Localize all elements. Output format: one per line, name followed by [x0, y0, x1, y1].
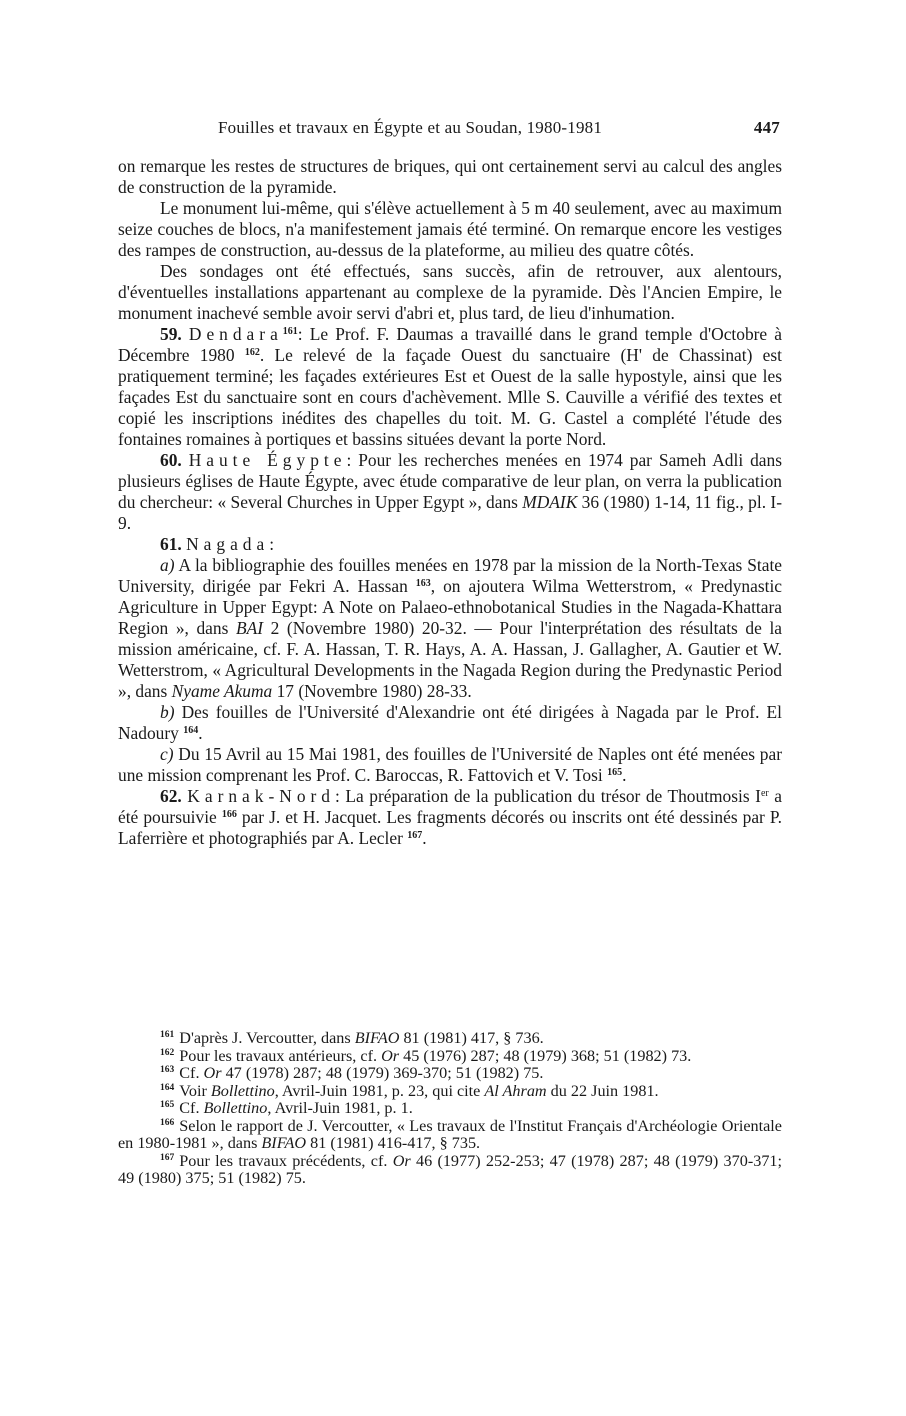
footnote-ref[interactable]: 166	[221, 809, 237, 820]
section-61: 61. Nagada:	[160, 534, 275, 554]
footnote-ref[interactable]: 163	[415, 578, 431, 589]
footnote: $^{163}$ Cf. Or 47 (1978) 287; 48 (1979) 369-370; 51 (1982) 75.	[160, 1064, 544, 1082]
journal-title: MDAIK	[522, 492, 578, 512]
footnote: $^{162}$ Pour les travaux antérieurs, cf. Or 45 (1976) 287; 48 (1979) 368; 51 (1982) 73.	[160, 1046, 692, 1065]
footnote-ref[interactable]: 161	[282, 326, 298, 337]
footnote-number: 164	[160, 1082, 175, 1093]
footnote-number: 165	[160, 1100, 175, 1110]
paragraph: Le monument lui-même, qui s'élève actuellement à 5 m 40 seulement, avec au maximum seize couches de blocs, n'a manifestement jamais été terminé. On remarque encore les vestiges des rampes de construction, au-dessus de la plateforme, au milieu des quatre côtés.	[118, 198, 782, 260]
section-number: 59.	[160, 324, 182, 344]
item-label: b)	[160, 702, 175, 722]
section-title: Karnak-Nord	[187, 786, 336, 806]
running-header	[118, 118, 780, 140]
footnote-number: 162	[160, 1047, 175, 1058]
footnote: $^{165}$ Cf. Bollettino, Avril-Juin 1981, p. 1.	[160, 1099, 413, 1117]
footnote: $^{167}$ Pour les travaux précédents, cf. Or 46 (1977) 252-253; 47 (1978) 287; 48 (1979) 370-371; 49 (1980) 375; 51 (1982) 75.	[118, 1151, 782, 1187]
footnote-number: 166	[160, 1117, 175, 1128]
section-title: Dendara	[188, 324, 283, 344]
section-59: 59. Dendara$^{161}$: Le Prof. F. Daumas a travaillé dans le grand temple d'Octobre à Décembre 1980 $^{162}$. Le relevé de la façade Ouest du sanctuaire (H' de Chassinat) est pratiquement terminé; les façades extérieures Est et Ouest de la salle hypostyle, ainsi que les façades Est du sanctuaire sont en cours d'achèvement. Mlle S. Cauville a vérifié des textes et copié les inscriptions inédites des chapelles du toit. M. G. Castel a complété l'étude des fontaines romaines à portiques et bassins situées devant la porte Nord.	[118, 324, 783, 449]
running-title: Fouilles et travaux en Égypte et au Soudan, 1980-1981	[218, 118, 603, 137]
item-label: a)	[160, 555, 175, 575]
paragraph: on remarque les restes de structures de briques, qui ont certainement servi au calcul des angles de construction de la pyramide.	[118, 156, 782, 197]
footnotes	[118, 1030, 782, 1188]
footnote-ref[interactable]: 165	[607, 767, 623, 778]
section-title: Haute Égypte	[188, 450, 347, 470]
footnote: $^{164}$ Voir Bollettino, Avril-Juin 1981, p. 23, qui cite Al Ahram du 22 Juin 1981.	[160, 1081, 659, 1100]
main-text	[118, 156, 782, 849]
section-title: Nagada	[186, 534, 270, 554]
subsection-a: a) A la bibliographie des fouilles menées en 1978 par la mission de la North-Texas State University, dirigée par Fekri A. Hassan $^{163}$, on ajoutera Wilma Wetterstrom, « Predynastic Agriculture in Upper Egypt: A Note on Palaeo-ethnobotanical Studies in the Nagada-Khattara Region », dans BAI 2 (Novembre 1980) 20-32. — Pour l'interprétation des résultats de la mission américaine, cf. F. A. Hassan, T. R. Hays, A. A. Hassan, J. Gallagher, A. Gautier et W. Wetterstrom, « Agricultural Developments in the Nagada Region during the Predynastic Period », dans Nyame Akuma 17 (Novembre 1980) 28-33.	[118, 555, 782, 701]
journal-title: Nyame Akuma	[171, 681, 273, 701]
page-number: 447	[753, 118, 780, 137]
section-62: 62. Karnak-Nord: La préparation de la publication du trésor de Thoutmosis Ier a été poursuivie $^{166}$ par J. et H. Jacquet. Les fragments décorés ou inscrits ont été dessinés par P. Laferrière et photographiés par A. Lecler $^{167}$.	[118, 786, 782, 848]
section-number: 61.	[160, 534, 182, 554]
footnote: $^{166}$ Selon le rapport de J. Vercoutter, « Les travaux de l'Institut Français d'Archéologie Orientale en 1980-1981 », dans BIFAO 81 (1981) 416-417, § 735.	[118, 1116, 782, 1152]
subsection-b: b) Des fouilles de l'Université d'Alexandrie ont été dirigées à Nagada par le Prof. El Nadoury $^{164}$.	[118, 702, 782, 743]
subsection-c: c) Du 15 Avril au 15 Mai 1981, des fouilles de l'Université de Naples ont été menées par une mission comprenant les Prof. C. Baroccas, R. Fattovich et V. Tosi $^{165}$.	[118, 744, 782, 785]
footnote-ref[interactable]: 162	[244, 347, 260, 358]
section-number: 62.	[160, 786, 182, 806]
section-number: 60.	[160, 450, 182, 470]
footnote-number: 163	[160, 1065, 175, 1075]
footnote-number: 161	[160, 1030, 175, 1040]
footnote-number: 167	[160, 1152, 175, 1163]
journal-title: BAI	[235, 618, 264, 638]
paragraph: Des sondages ont été effectués, sans succès, afin de retrouver, aux alentours, d'éventuelles installations appartenant au complexe de la pyramide. Dès l'Ancien Empire, le monument inachevé semble avoir servi d'abri et, plus tard, de lieu d'inhumation.	[118, 261, 782, 323]
footnote-ref[interactable]: 167	[407, 830, 423, 841]
item-label: c)	[160, 744, 174, 764]
section-60: 60. Haute Égypte: Pour les recherches menées en 1974 par Sameh Adli dans plusieurs églises de Haute Égypte, avec étude comparative de leur plan, on verra la publication du chercheur: « Several Churches in Upper Egypt », dans MDAIK 36 (1980) 1-14, 11 fig., pl. I-9.	[118, 450, 782, 533]
footnote: $^{161}$ D'après J. Vercoutter, dans BIFAO 81 (1981) 417, § 736.	[160, 1029, 544, 1047]
superscript: er	[760, 788, 769, 799]
footnote-ref[interactable]: 164	[183, 725, 199, 736]
